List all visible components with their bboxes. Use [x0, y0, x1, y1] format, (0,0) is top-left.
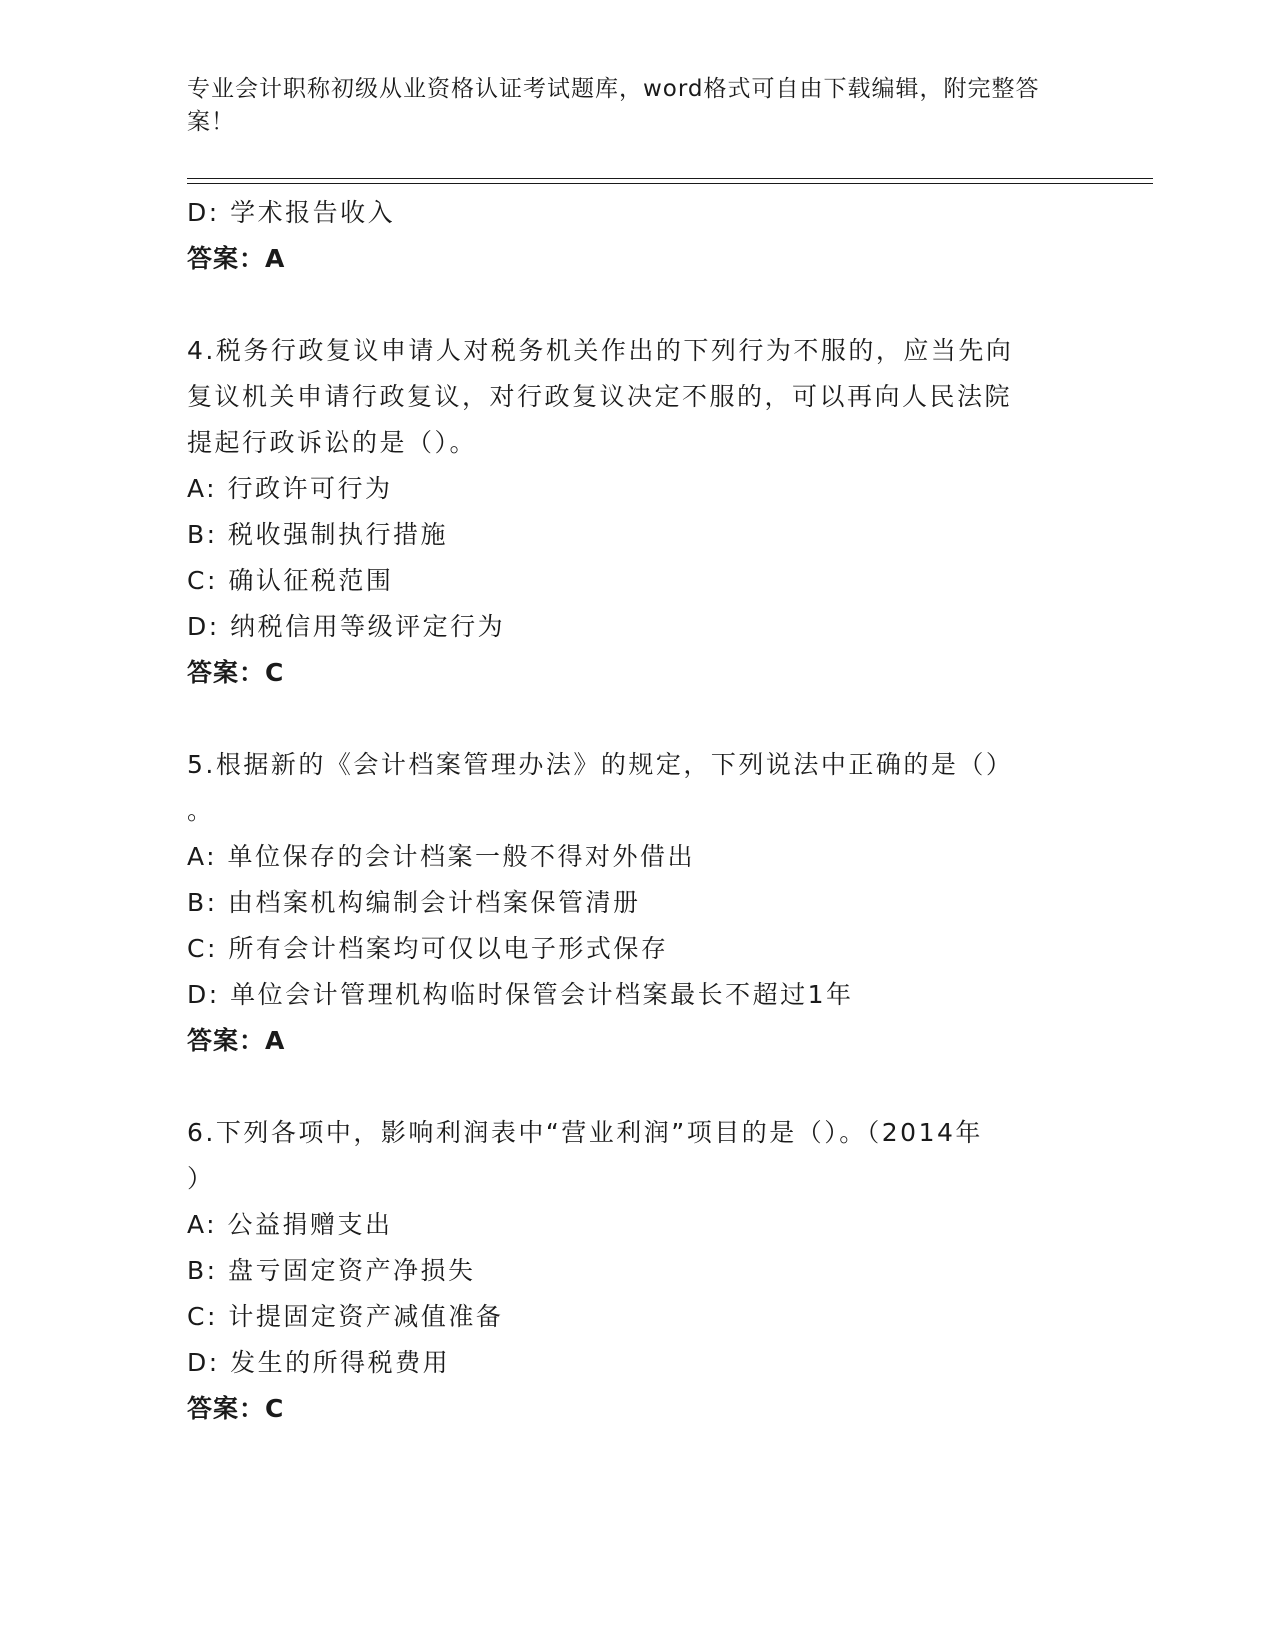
spacer — [187, 282, 1087, 328]
question-stem: ） — [187, 1164, 215, 1193]
option-c: C: 确认征税范围 — [187, 566, 394, 595]
question-stem: 。 — [187, 796, 215, 825]
option-a: A: 单位保存的会计档案一般不得对外借出 — [187, 842, 696, 871]
option-a: A: 公益捐赠支出 — [187, 1210, 393, 1239]
answer: 答案：C — [187, 658, 285, 687]
option-b: B: 由档案机构编制会计档案保管清册 — [187, 888, 641, 917]
answer: 答案：C — [187, 1394, 285, 1423]
spacer — [187, 696, 1087, 742]
option-a: A: 行政许可行为 — [187, 474, 393, 503]
question-stem: 6.下列各项中，影响利润表中“营业利润”项目的是（）。（2014年 — [187, 1118, 983, 1147]
question-stem: 4.税务行政复议申请人对税务机关作出的下列行为不服的，应当先向 — [187, 336, 1014, 365]
option-d: D: 纳税信用等级评定行为 — [187, 612, 506, 641]
spacer — [187, 1064, 1087, 1110]
question-stem: 复议机关申请行政复议，对行政复议决定不服的，可以再向人民法院 — [187, 382, 1013, 411]
option-d: D: 学术报告收入 — [187, 198, 396, 227]
option-b: B: 盘亏固定资产净损失 — [187, 1256, 476, 1285]
header-rule-top — [187, 178, 1153, 179]
answer: 答案：A — [187, 244, 286, 273]
question-block-prev — [187, 190, 1087, 282]
option-d: D: 单位会计管理机构临时保管会计档案最长不超过1年 — [187, 980, 854, 1009]
question-block-5 — [187, 742, 1087, 1064]
question-stem: 5.根据新的《会计档案管理办法》的规定，下列说法中正确的是（） — [187, 750, 1014, 779]
answer: 答案：A — [187, 1026, 286, 1055]
option-c: C: 所有会计档案均可仅以电子形式保存 — [187, 934, 669, 963]
option-d: D: 发生的所得税费用 — [187, 1348, 451, 1377]
option-c: C: 计提固定资产减值准备 — [187, 1302, 504, 1331]
question-stem: 提起行政诉讼的是（）。 — [187, 428, 478, 457]
option-b: B: 税收强制执行措施 — [187, 520, 449, 549]
question-list — [187, 190, 1087, 1432]
document-header — [187, 73, 1067, 139]
header-text: 专业会计职称初级从业资格认证考试题库，word格式可自由下载编辑，附完整答案！ — [187, 76, 1040, 135]
question-block-6 — [187, 1110, 1087, 1432]
header-rule-bottom — [187, 183, 1153, 184]
question-block-4 — [187, 328, 1087, 696]
